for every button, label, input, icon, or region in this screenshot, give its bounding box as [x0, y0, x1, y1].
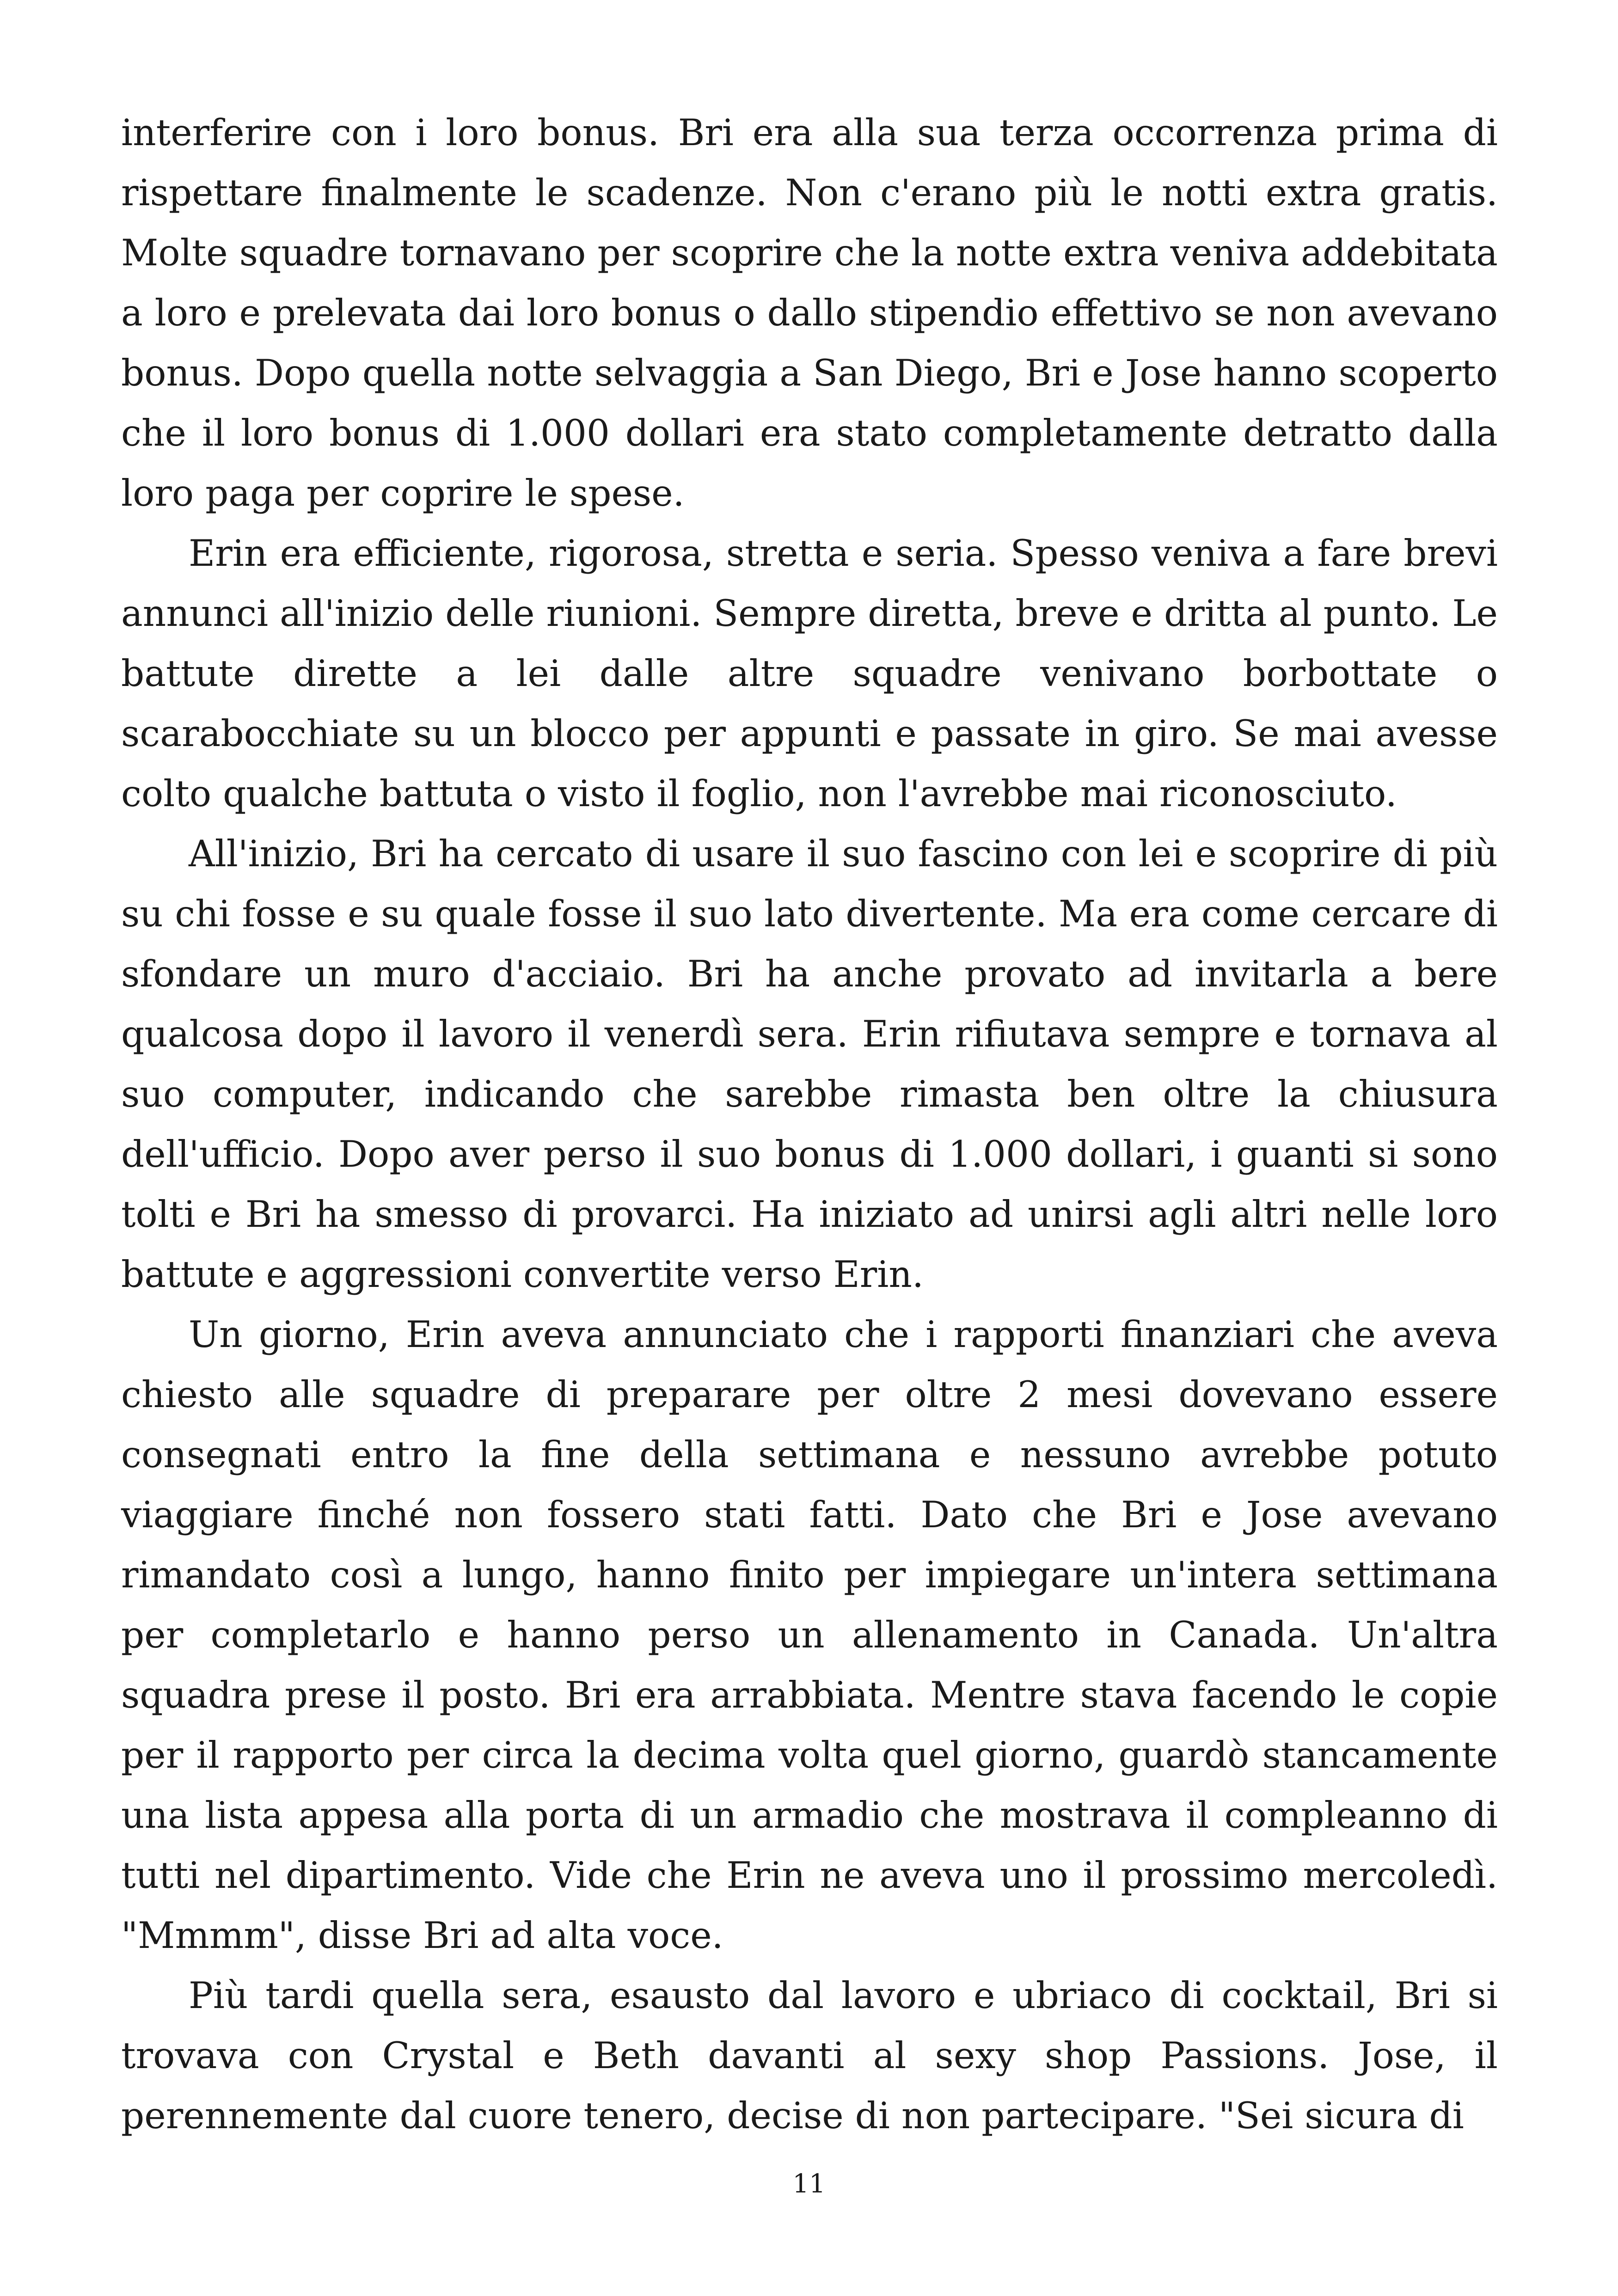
paragraph: All'inizio, Bri ha cercato di usare il suo fascino con lei e scoprire di più su chi fosse e su quale fosse il suo lato divertente. Ma era come cercare di sfondare un muro d'acciaio. Bri ha anche provato ad invitarla a bere qualcosa dopo il lavoro il venerdì sera. Erin rifiutava sempre e tornava al suo computer, indicando che sarebbe rimasta ben oltre la chiusura dell'ufficio. Dopo aver perso il suo bonus di 1.000 dollari, i guanti si sono tolti e Bri ha smesso di provarci. Ha iniziato ad unirsi agli altri nelle loro battute e aggressioni convertite verso Erin.	[121, 833, 1498, 1296]
paragraph: Più tardi quella sera, esausto dal lavoro e ubriaco di cocktail, Bri si trovava con Crystal e Beth davanti al sexy shop Passions. Jose, il perennemente dal cuore tenero, decise di non partecipare. "Sei sicura di	[121, 1974, 1498, 2137]
page-body	[121, 103, 1498, 2146]
paragraph: Erin era efficiente, rigorosa, stretta e seria. Spesso veniva a fare brevi annunci all'inizio delle riunioni. Sempre diretta, breve e dritta al punto. Le battute dirette a lei dalle altre squadre venivano borbottate o scarabocchiate su un blocco per appunti e passate in giro. Se mai avesse colto qualche battuta o visto il foglio, non l'avrebbe mai riconosciuto.	[121, 532, 1498, 815]
paragraph: interferire con i loro bonus. Bri era alla sua terza occorrenza prima di rispettare finalmente le scadenze. Non c'erano più le notti extra gratis. Molte squadre tornavano per scoprire che la notte extra veniva addebitata a loro e prelevata dai loro bonus o dallo stipendio effettivo se non avevano bonus. Dopo quella notte selvaggia a San Diego, Bri e Jose hanno scoperto che il loro bonus di 1.000 dollari era stato completamente detratto dalla loro paga per coprire le spese.	[121, 111, 1498, 514]
paragraph: Un giorno, Erin aveva annunciato che i rapporti finanziari che aveva chiesto alle squadre di preparare per oltre 2 mesi dovevano essere consegnati entro la fine della settimana e nessuno avrebbe potuto viaggiare finché non fossero stati fatti. Dato che Bri e Jose avevano rimandato così a lungo, hanno finito per impiegare un'intera settimana per completarlo e hanno perso un allenamento in Canada. Un'altra squadra prese il posto. Bri era arrabbiata. Mentre stava facendo le copie per il rapporto per circa la decima volta quel giorno, guardò stancamente una lista appesa alla porta di un armadio che mostrava il compleanno di tutti nel dipartimento. Vide che Erin ne aveva uno il prossimo mercoledì. "Mmmm", disse Bri ad alta voce.	[121, 1313, 1498, 1957]
page-number: 11	[792, 2169, 826, 2199]
